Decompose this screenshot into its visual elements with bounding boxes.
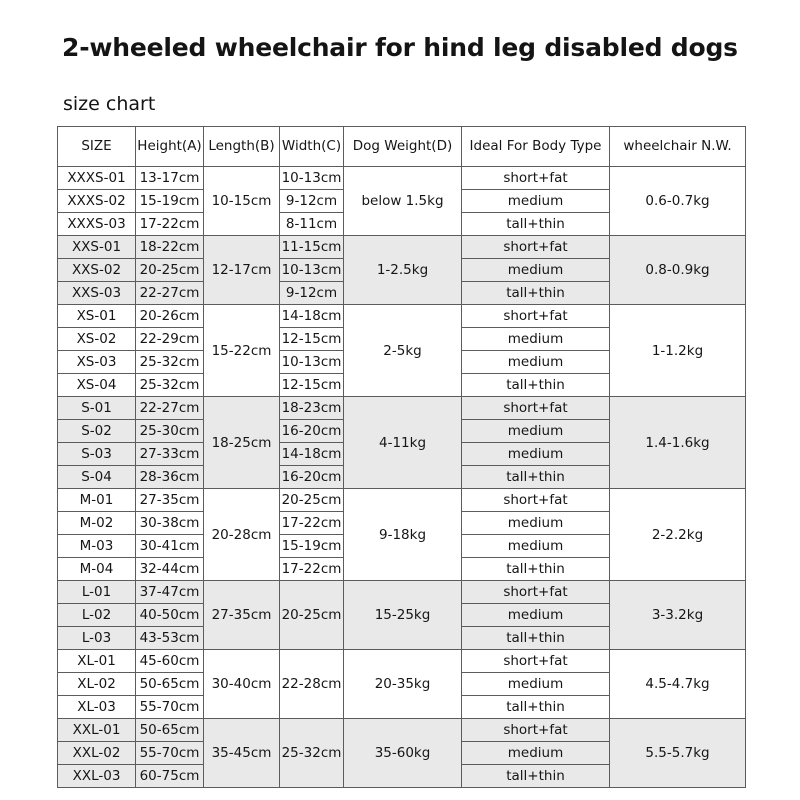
cell-body-type: medium <box>462 673 610 696</box>
cell-height: 30-38cm <box>136 512 204 535</box>
cell-size: L-02 <box>58 604 136 627</box>
cell-width: 16-20cm <box>280 466 344 489</box>
cell-size: L-01 <box>58 581 136 604</box>
cell-body-type: short+fat <box>462 650 610 673</box>
cell-height: 27-33cm <box>136 443 204 466</box>
cell-length: 20-28cm <box>204 489 280 581</box>
cell-height: 22-27cm <box>136 282 204 305</box>
cell-width: 20-25cm <box>280 581 344 650</box>
cell-body-type: tall+thin <box>462 558 610 581</box>
cell-height: 37-47cm <box>136 581 204 604</box>
cell-body-type: medium <box>462 328 610 351</box>
cell-height: 45-60cm <box>136 650 204 673</box>
cell-width: 14-18cm <box>280 443 344 466</box>
cell-dog-weight: 2-5kg <box>344 305 462 397</box>
cell-length: 35-45cm <box>204 719 280 788</box>
cell-size: S-01 <box>58 397 136 420</box>
cell-size: S-02 <box>58 420 136 443</box>
column-header-body-type: Ideal For Body Type <box>462 127 610 167</box>
cell-wheelchair-nw: 2-2.2kg <box>610 489 746 581</box>
table-body <box>58 167 746 788</box>
cell-body-type: medium <box>462 535 610 558</box>
cell-body-type: tall+thin <box>462 627 610 650</box>
cell-size: XS-04 <box>58 374 136 397</box>
column-header-width: Width(C) <box>280 127 344 167</box>
cell-width: 8-11cm <box>280 213 344 236</box>
table-row <box>58 167 746 190</box>
cell-length: 15-22cm <box>204 305 280 397</box>
table-row <box>58 581 746 604</box>
cell-size: L-03 <box>58 627 136 650</box>
cell-length: 30-40cm <box>204 650 280 719</box>
cell-height: 50-65cm <box>136 673 204 696</box>
table-row <box>58 305 746 328</box>
cell-body-type: medium <box>462 259 610 282</box>
cell-height: 13-17cm <box>136 167 204 190</box>
cell-size: M-01 <box>58 489 136 512</box>
cell-dog-weight: 1-2.5kg <box>344 236 462 305</box>
cell-width: 16-20cm <box>280 420 344 443</box>
cell-dog-weight: below 1.5kg <box>344 167 462 236</box>
cell-height: 25-32cm <box>136 374 204 397</box>
cell-height: 15-19cm <box>136 190 204 213</box>
cell-size: XXL-02 <box>58 742 136 765</box>
cell-size: S-03 <box>58 443 136 466</box>
cell-body-type: short+fat <box>462 581 610 604</box>
cell-size: XL-02 <box>58 673 136 696</box>
cell-width: 10-13cm <box>280 259 344 282</box>
cell-height: 20-25cm <box>136 259 204 282</box>
cell-size: M-02 <box>58 512 136 535</box>
cell-width: 17-22cm <box>280 558 344 581</box>
cell-size: XS-01 <box>58 305 136 328</box>
cell-width: 22-28cm <box>280 650 344 719</box>
cell-wheelchair-nw: 0.8-0.9kg <box>610 236 746 305</box>
cell-height: 43-53cm <box>136 627 204 650</box>
cell-dog-weight: 20-35kg <box>344 650 462 719</box>
cell-dog-weight: 15-25kg <box>344 581 462 650</box>
cell-body-type: short+fat <box>462 236 610 259</box>
cell-body-type: short+fat <box>462 489 610 512</box>
table-row <box>58 489 746 512</box>
cell-wheelchair-nw: 1.4-1.6kg <box>610 397 746 489</box>
cell-size: XS-02 <box>58 328 136 351</box>
cell-body-type: short+fat <box>462 167 610 190</box>
cell-width: 10-13cm <box>280 351 344 374</box>
cell-size: XXXS-03 <box>58 213 136 236</box>
cell-dog-weight: 35-60kg <box>344 719 462 788</box>
cell-height: 55-70cm <box>136 696 204 719</box>
cell-size: XL-01 <box>58 650 136 673</box>
table-row <box>58 397 746 420</box>
size-chart-table <box>57 126 746 788</box>
page-title: 2-wheeled wheelchair for hind leg disabled dogs <box>62 33 738 62</box>
cell-height: 25-30cm <box>136 420 204 443</box>
cell-height: 27-35cm <box>136 489 204 512</box>
cell-size: XXS-01 <box>58 236 136 259</box>
cell-width: 11-15cm <box>280 236 344 259</box>
cell-size: XXS-03 <box>58 282 136 305</box>
cell-size: XXXS-02 <box>58 190 136 213</box>
cell-height: 55-70cm <box>136 742 204 765</box>
cell-length: 12-17cm <box>204 236 280 305</box>
cell-length: 18-25cm <box>204 397 280 489</box>
cell-body-type: medium <box>462 742 610 765</box>
cell-body-type: short+fat <box>462 397 610 420</box>
cell-height: 17-22cm <box>136 213 204 236</box>
cell-height: 25-32cm <box>136 351 204 374</box>
cell-body-type: short+fat <box>462 719 610 742</box>
cell-wheelchair-nw: 5.5-5.7kg <box>610 719 746 788</box>
cell-width: 20-25cm <box>280 489 344 512</box>
cell-height: 28-36cm <box>136 466 204 489</box>
cell-body-type: short+fat <box>462 305 610 328</box>
cell-size: XXL-03 <box>58 765 136 788</box>
table-row <box>58 236 746 259</box>
cell-length: 10-15cm <box>204 167 280 236</box>
cell-height: 32-44cm <box>136 558 204 581</box>
cell-body-type: medium <box>462 443 610 466</box>
cell-height: 40-50cm <box>136 604 204 627</box>
cell-size: XXL-01 <box>58 719 136 742</box>
cell-body-type: medium <box>462 512 610 535</box>
column-header-size: SIZE <box>58 127 136 167</box>
cell-body-type: tall+thin <box>462 374 610 397</box>
cell-height: 60-75cm <box>136 765 204 788</box>
cell-body-type: tall+thin <box>462 696 610 719</box>
section-subtitle: size chart <box>63 93 156 115</box>
cell-wheelchair-nw: 1-1.2kg <box>610 305 746 397</box>
cell-size: M-03 <box>58 535 136 558</box>
cell-height: 18-22cm <box>136 236 204 259</box>
cell-dog-weight: 9-18kg <box>344 489 462 581</box>
cell-width: 25-32cm <box>280 719 344 788</box>
column-header-length: Length(B) <box>204 127 280 167</box>
cell-height: 50-65cm <box>136 719 204 742</box>
cell-width: 12-15cm <box>280 374 344 397</box>
cell-dog-weight: 4-11kg <box>344 397 462 489</box>
cell-length: 27-35cm <box>204 581 280 650</box>
cell-body-type: medium <box>462 604 610 627</box>
cell-width: 18-23cm <box>280 397 344 420</box>
table-header-row <box>58 127 746 167</box>
cell-width: 14-18cm <box>280 305 344 328</box>
cell-body-type: tall+thin <box>462 765 610 788</box>
column-header-height: Height(A) <box>136 127 204 167</box>
cell-height: 20-26cm <box>136 305 204 328</box>
cell-width: 9-12cm <box>280 190 344 213</box>
cell-height: 30-41cm <box>136 535 204 558</box>
column-header-wheelchair-nw: wheelchair N.W. <box>610 127 746 167</box>
cell-width: 17-22cm <box>280 512 344 535</box>
table-row <box>58 650 746 673</box>
column-header-dog-weight: Dog Weight(D) <box>344 127 462 167</box>
table-row <box>58 719 746 742</box>
size-chart-table-container <box>57 126 745 788</box>
cell-width: 12-15cm <box>280 328 344 351</box>
cell-body-type: medium <box>462 190 610 213</box>
cell-height: 22-27cm <box>136 397 204 420</box>
cell-body-type: tall+thin <box>462 282 610 305</box>
cell-size: XXS-02 <box>58 259 136 282</box>
cell-size: S-04 <box>58 466 136 489</box>
cell-size: XS-03 <box>58 351 136 374</box>
cell-body-type: tall+thin <box>462 466 610 489</box>
cell-width: 15-19cm <box>280 535 344 558</box>
cell-body-type: medium <box>462 351 610 374</box>
cell-width: 9-12cm <box>280 282 344 305</box>
table-header <box>58 127 746 167</box>
cell-wheelchair-nw: 4.5-4.7kg <box>610 650 746 719</box>
cell-size: XXXS-01 <box>58 167 136 190</box>
cell-height: 22-29cm <box>136 328 204 351</box>
cell-body-type: medium <box>462 420 610 443</box>
cell-wheelchair-nw: 0.6-0.7kg <box>610 167 746 236</box>
cell-size: XL-03 <box>58 696 136 719</box>
cell-wheelchair-nw: 3-3.2kg <box>610 581 746 650</box>
cell-body-type: tall+thin <box>462 213 610 236</box>
cell-width: 10-13cm <box>280 167 344 190</box>
cell-size: M-04 <box>58 558 136 581</box>
